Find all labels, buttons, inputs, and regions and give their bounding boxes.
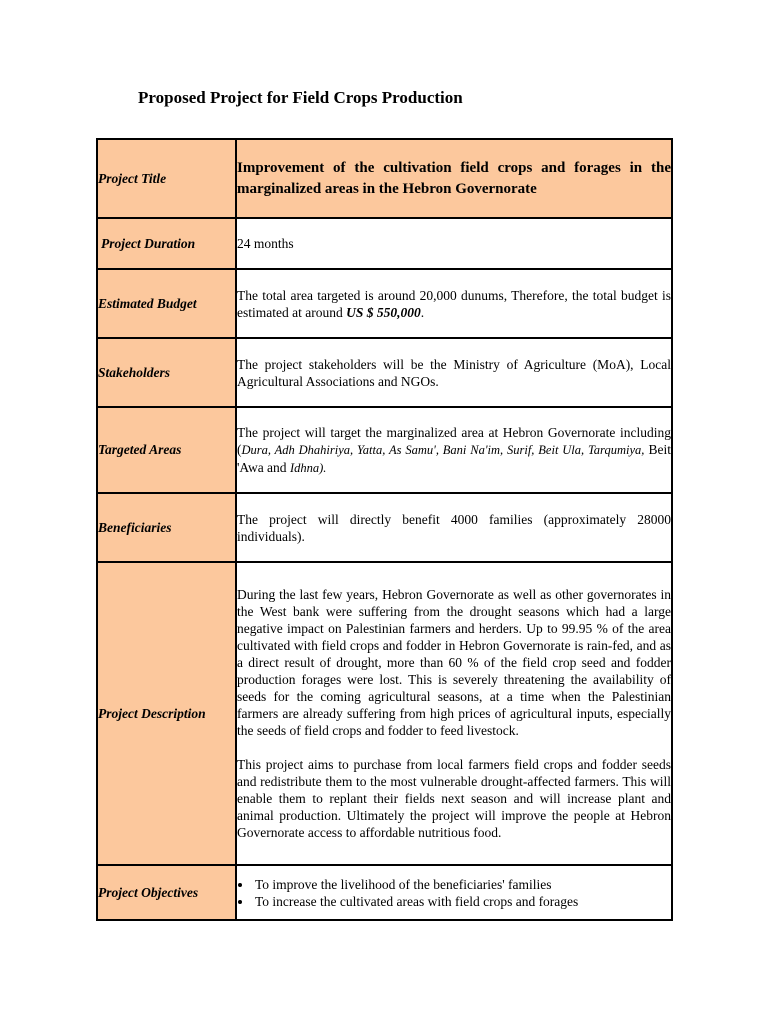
- project-table: [96, 138, 673, 921]
- label-estimated-budget-text: Estimated Budget: [98, 295, 197, 311]
- label-estimated-budget: [97, 269, 236, 338]
- label-targeted-areas-text: Targeted Areas: [98, 442, 182, 457]
- label-project-description-text: Project Description: [98, 705, 206, 721]
- label-stakeholders-text: Stakeholders: [98, 364, 171, 380]
- label-project-duration: [97, 218, 236, 269]
- label-targeted-areas: [97, 407, 236, 493]
- budget-text-end: .: [420, 304, 425, 320]
- targeted-places: Dura, Adh Dhahiriya, Yatta, As Samu', Bani Na'im, Surif, Beit Ula, Tarqumiya,: [241, 442, 645, 457]
- objective-item: • To improve the livelihood of the beneficiaries' families: [253, 876, 671, 893]
- value-stakeholders: [236, 338, 672, 407]
- row-beneficiaries: [97, 493, 672, 562]
- row-estimated-budget: [97, 269, 672, 338]
- row-project-description: [97, 562, 672, 865]
- row-targeted-areas: [97, 407, 672, 493]
- description-paragraph-1: During the last few years, Hebron Governorate as well as other governorates in the West bank were suffering from the drought seasons which had a large negative impact on Palestinian farmers and herders. Up to 99.95 % of the area cultivated with field crops and fodder in Hebron Governorate is rain-fed, and as a direct result of drought, more than 60 % of the field crop seed and fodder production forages were lost. This is severely threatening the availability of seeds for the coming agricultural seasons, at a time when the Palestinian farmers are already suffering from high prices of agricultural inputs, especially the seeds of field crops and fodder to feed livestock.: [237, 587, 671, 738]
- beneficiaries-text: The project will directly benefit 4000 families (approximately 28000 individuals).: [237, 511, 671, 544]
- description-paragraph-2: This project aims to purchase from local farmers field crops and fodder seeds and redistribute them to the most vulnerable drought-affected farmers. This will enable them to replant their fields next season and will increase plant and animal production. Ultimately the project will improve the people at Hebron Governorate access to affordable nutritious food.: [237, 757, 671, 840]
- project-title-text: Improvement of the cultivation field crops and forages in the marginalized areas in the Hebron Governorate: [237, 159, 671, 197]
- targeted-place-last: Idhna).: [289, 460, 327, 475]
- label-beneficiaries-text: Beneficiaries: [98, 519, 172, 535]
- label-project-description: [97, 562, 236, 865]
- targeted-place-plain: Beit 'Awa and: [237, 441, 671, 475]
- value-project-duration: [236, 218, 672, 269]
- value-project-description: [236, 562, 672, 865]
- row-stakeholders: [97, 338, 672, 407]
- document-title: Proposed Project for Field Crops Production: [138, 88, 463, 107]
- value-targeted-areas: [236, 407, 672, 493]
- budget-text: The total area targeted is around 20,000 dunums, Therefore, the total budget is estimated at around: [237, 287, 671, 320]
- label-beneficiaries: [97, 493, 236, 562]
- row-project-duration: [97, 218, 672, 269]
- value-project-title: [236, 139, 672, 218]
- label-stakeholders: [97, 338, 236, 407]
- targeted-areas-text: The project will target the marginalized area at Hebron Governorate including (: [237, 424, 671, 457]
- label-project-objectives-text: Project Objectives: [98, 884, 199, 900]
- label-project-title: [97, 139, 236, 218]
- label-project-objectives: [97, 865, 236, 920]
- row-project-title: [97, 139, 672, 218]
- project-duration-text: 24 months: [237, 236, 294, 251]
- value-beneficiaries: [236, 493, 672, 562]
- label-project-title-text: Project Title: [98, 170, 167, 186]
- row-project-objectives: [97, 865, 672, 920]
- label-project-duration-text: Project Duration: [101, 235, 196, 251]
- objective-item: • To increase the cultivated areas with field crops and forages: [253, 893, 671, 910]
- stakeholders-text: The project stakeholders will be the Ministry of Agriculture (MoA), Local Agricultural Associations and NGOs.: [237, 356, 671, 389]
- value-estimated-budget: [236, 269, 672, 338]
- value-project-objectives: [236, 865, 672, 920]
- objectives-list: [237, 876, 671, 910]
- budget-amount: US $ 550,000: [346, 304, 421, 320]
